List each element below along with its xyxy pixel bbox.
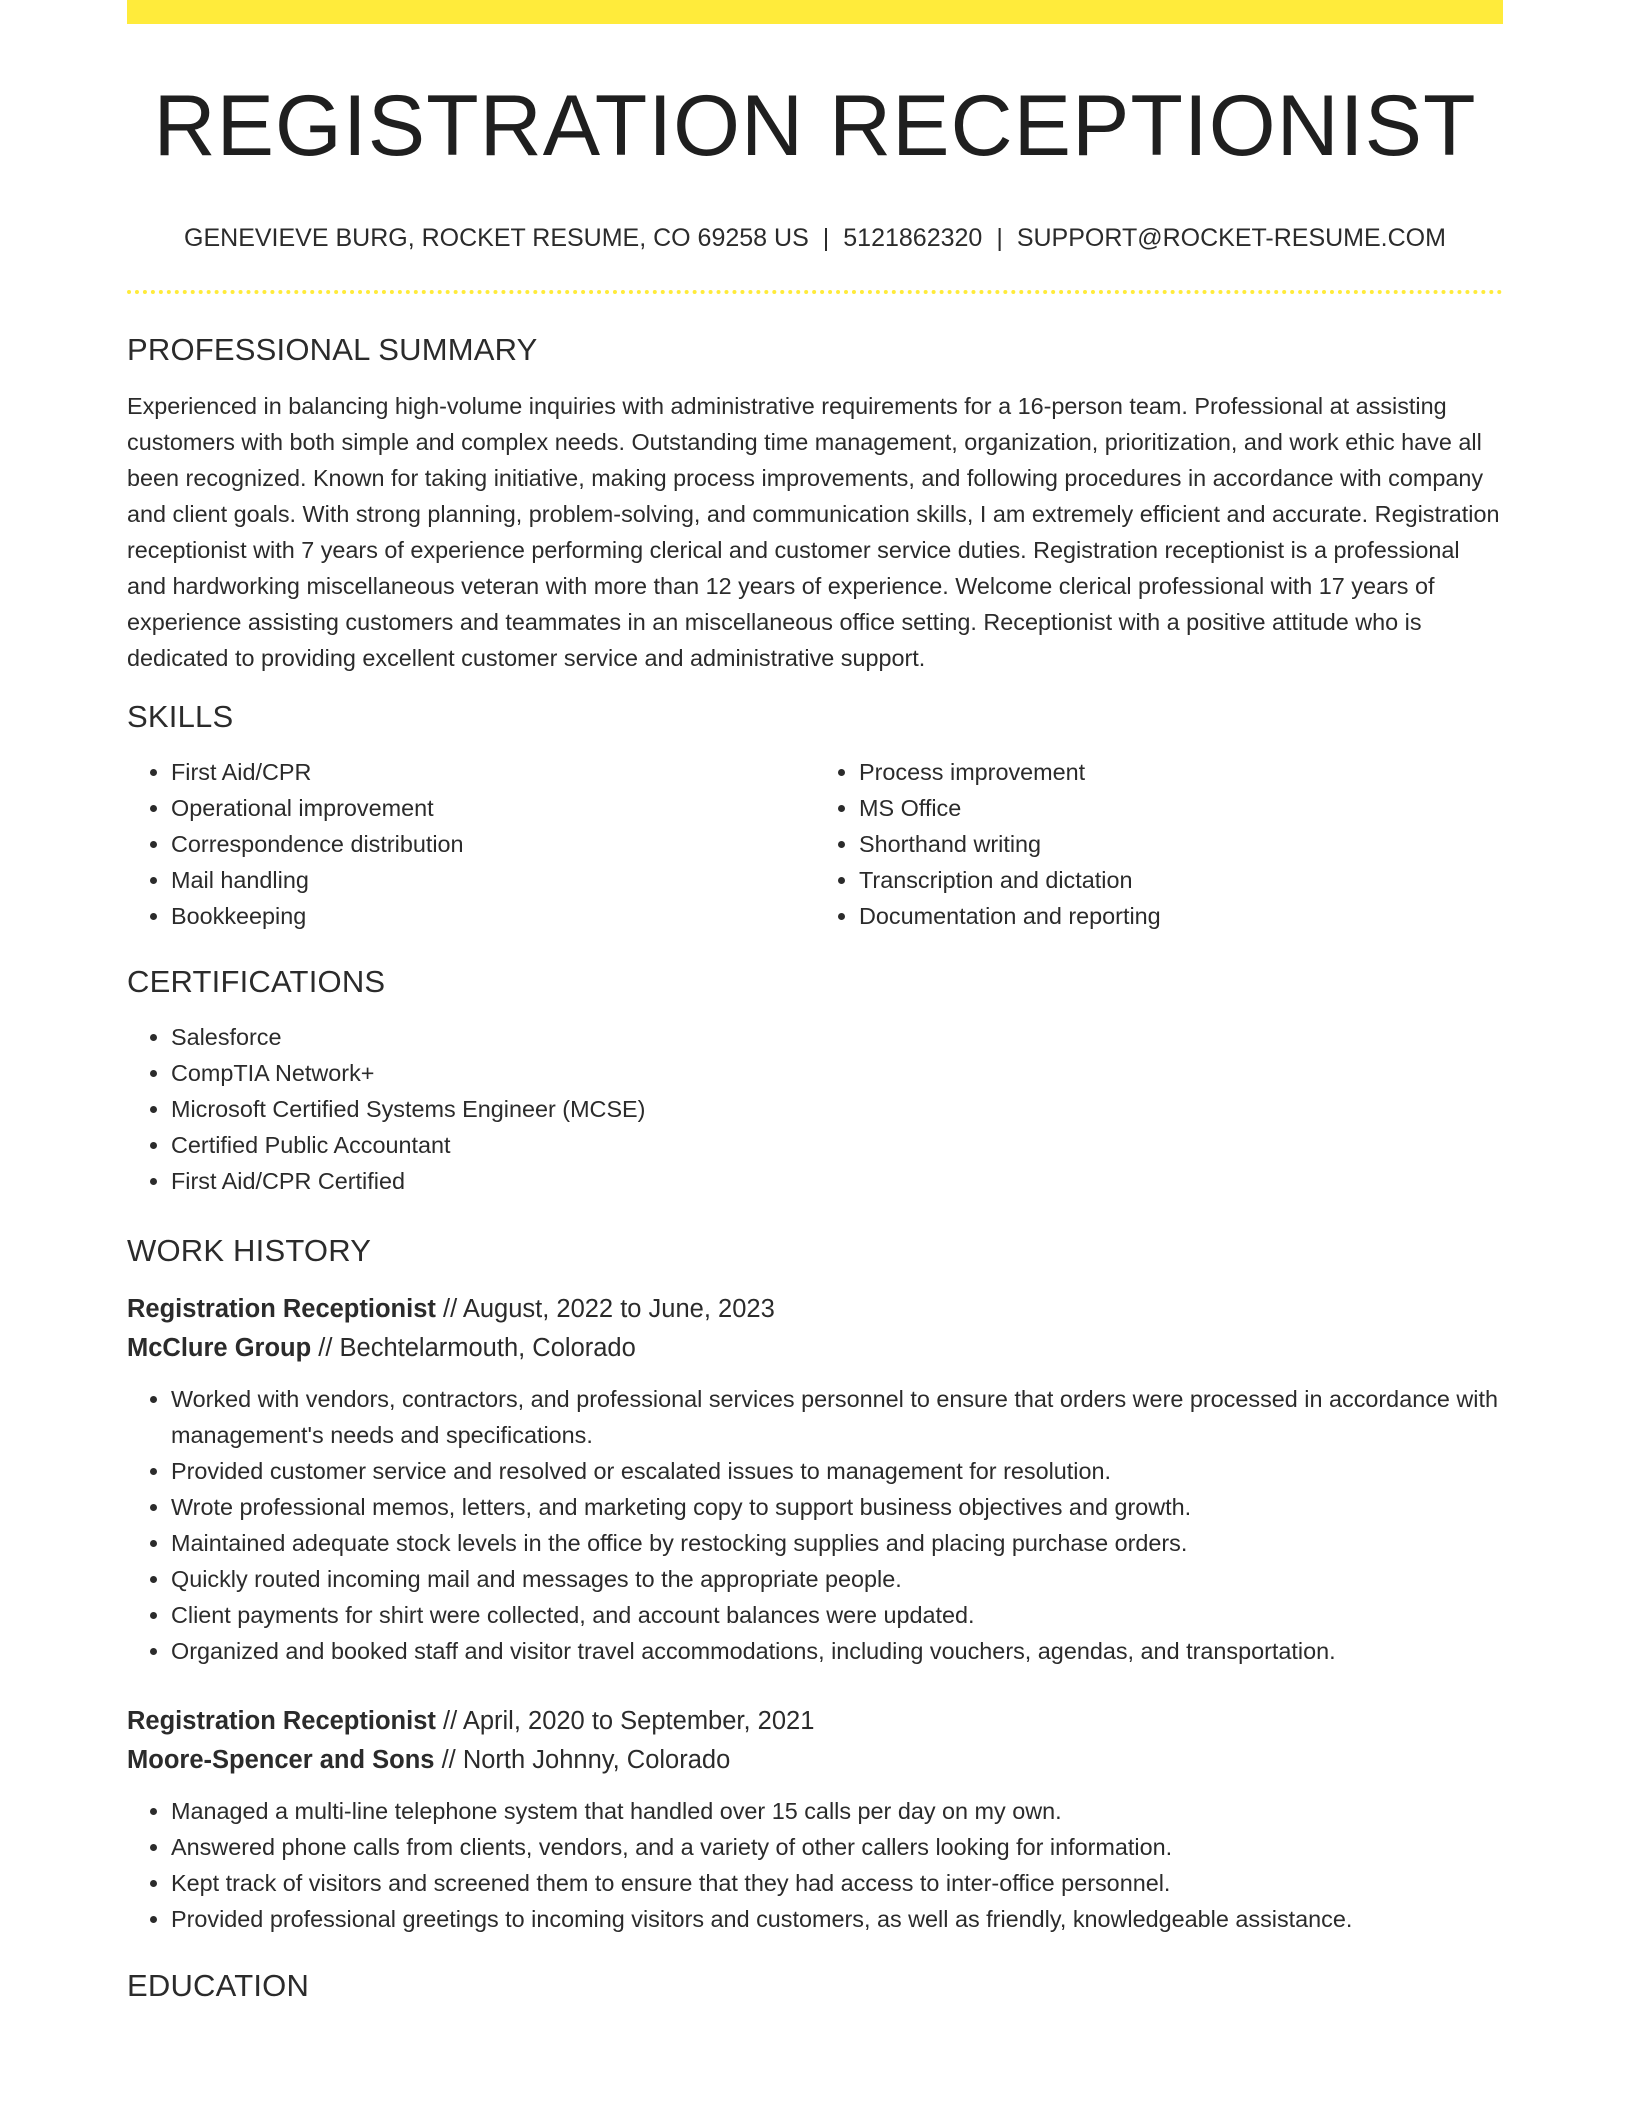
job-bullet: • Organized and booked staff and visitor travel accommodations, including vouchers, agendas, and transportation. — [171, 1633, 1503, 1669]
summary-heading: PROFESSIONAL SUMMARY — [127, 332, 538, 367]
summary-section — [127, 334, 1503, 676]
job-dates: // April, 2020 to September, 2021 — [442, 1707, 815, 1735]
job-bullet: • Quickly routed incoming mail and messages to the appropriate people. — [171, 1561, 1503, 1597]
skill-item: • Shorthand writing — [859, 826, 1503, 862]
skills-columns — [127, 754, 1503, 934]
skill-item: • MS Office — [859, 790, 1503, 826]
skills-heading: SKILLS — [127, 699, 234, 734]
job-entry — [127, 1702, 1503, 1937]
skills-section — [127, 701, 1503, 934]
work-history-heading: WORK HISTORY — [127, 1233, 372, 1268]
job-bullet: • Maintained adequate stock levels in the office by restocking supplies and placing purchase orders. — [171, 1525, 1503, 1561]
job-bullets — [127, 1793, 1503, 1937]
job-title-line — [127, 1290, 1503, 1329]
work-history-section — [127, 1235, 1503, 1937]
skills-list-right — [815, 754, 1503, 934]
skill-item: • First Aid/CPR — [171, 754, 815, 790]
contact-line — [127, 226, 1503, 251]
job-company: McClure Group — [127, 1334, 312, 1362]
job-title: Registration Receptionist — [127, 1707, 436, 1735]
skill-item: • Operational improvement — [171, 790, 815, 826]
job-title-line — [127, 1702, 1503, 1741]
certifications-heading: CERTIFICATIONS — [127, 964, 386, 999]
job-entry — [127, 1290, 1503, 1669]
dotted-divider — [127, 290, 1503, 294]
skill-item: • Bookkeeping — [171, 898, 815, 934]
job-bullet: • Managed a multi-line telephone system that handled over 15 calls per day on my own. — [171, 1793, 1503, 1829]
certifications-list — [127, 1019, 1503, 1199]
contact-phone: 5121862320 — [843, 224, 983, 252]
contact-address: GENEVIEVE BURG, ROCKET RESUME, CO 69258 US — [184, 224, 809, 252]
certification-item: • Salesforce — [171, 1019, 1503, 1055]
summary-text: Experienced in balancing high-volume inquiries with administrative requirements for a 16-person team. Professional at assisting customers with both simple and complex needs. Outstanding time management, organization, prioritization, and work ethic have all been recognized. Known for taking initiative, making process improvements, and following procedures in accordance with company and client goals. With strong planning, problem-solving, and communication skills, I am extremely efficient and accurate. Registration receptionist with 7 years of experience performing clerical and customer service duties. Registration receptionist is a professional and hardworking miscellaneous veteran with more than 12 years of experience. Welcome clerical professional with 17 years of experience assisting customers and teammates in an miscellaneous office setting. Receptionist with a positive attitude who is dedicated to providing excellent customer service and administrative support. — [127, 393, 1500, 671]
job-company-line — [127, 1329, 1503, 1368]
job-bullet: • Kept track of visitors and screened them to ensure that they had access to inter-office personnel. — [171, 1865, 1503, 1901]
job-bullet: • Provided professional greetings to incoming visitors and customers, as well as friendly, knowledgeable assistance. — [171, 1901, 1503, 1937]
resume-page — [127, 0, 1503, 2001]
job-bullet: • Wrote professional memos, letters, and marketing copy to support business objectives and growth. — [171, 1489, 1503, 1525]
skill-item: • Process improvement — [859, 754, 1503, 790]
certifications-section — [127, 966, 1503, 1199]
education-heading: EDUCATION — [127, 1968, 310, 2003]
certification-item: • CompTIA Network+ — [171, 1055, 1503, 1091]
certification-item: • Microsoft Certified Systems Engineer (MCSE) — [171, 1091, 1503, 1127]
skill-item: • Mail handling — [171, 862, 815, 898]
skill-item: • Documentation and reporting — [859, 898, 1503, 934]
job-company-line — [127, 1741, 1503, 1780]
contact-email: SUPPORT@ROCKET-RESUME.COM — [1016, 224, 1446, 252]
skills-list-left — [127, 754, 815, 934]
education-section — [127, 1970, 1503, 2001]
certification-item: • Certified Public Accountant — [171, 1127, 1503, 1163]
job-bullet: • Worked with vendors, contractors, and professional services personnel to ensure that orders were processed in accordance with management's needs and specifications. — [171, 1381, 1503, 1453]
job-bullet: • Provided customer service and resolved or escalated issues to management for resolution. — [171, 1453, 1503, 1489]
certification-item: • First Aid/CPR Certified — [171, 1163, 1503, 1199]
resume-title: REGISTRATION RECEPTIONIST — [153, 78, 1477, 174]
job-title: Registration Receptionist — [127, 1295, 436, 1323]
job-location: // North Johnny, Colorado — [441, 1746, 731, 1774]
job-location: // Bechtelarmouth, Colorado — [318, 1334, 636, 1362]
contact-separator: | — [822, 224, 830, 252]
job-bullet: • Client payments for shirt were collected, and account balances were updated. — [171, 1597, 1503, 1633]
skill-item: • Correspondence distribution — [171, 826, 815, 862]
job-dates: // August, 2022 to June, 2023 — [442, 1295, 775, 1323]
contact-separator: | — [996, 224, 1003, 252]
job-bullets — [127, 1381, 1503, 1669]
top-accent-bar — [127, 0, 1503, 24]
job-bullet: • Answered phone calls from clients, vendors, and a variety of other callers looking for information. — [171, 1829, 1503, 1865]
skill-item: • Transcription and dictation — [859, 862, 1503, 898]
job-company: Moore-Spencer and Sons — [127, 1746, 435, 1774]
